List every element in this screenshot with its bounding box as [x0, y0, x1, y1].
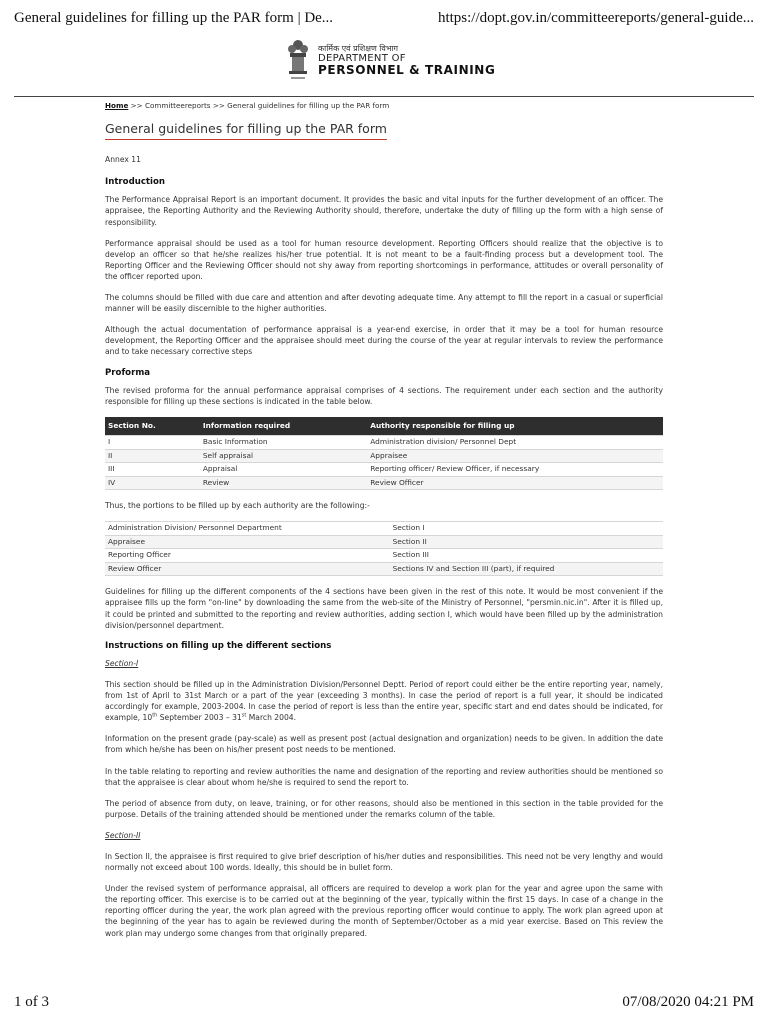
- table-row: [105, 522, 663, 536]
- print-datetime: 07/08/2020 04:21 PM: [622, 994, 754, 1010]
- table-cell: Appraisee: [105, 535, 390, 549]
- table-cell: Section I: [390, 522, 663, 536]
- text-span: September 2003 – 31: [157, 713, 242, 723]
- proforma-paragraph-3: Guidelines for filling up the different components of the 4 sections have been given in the rest of this note. It would be most convenient if the appraisee fills up the form "on-line" by downloading the same from the web-site of the Ministry of Personnel, "persmin.nic.in". After it is filled up, it could be printed and submitted to the reporting and review authorities, adding section I, which would have been filled up by the administration division/personnel department.: [105, 587, 663, 630]
- department-hindi-name: कार्मिक एवं प्रशिक्षण विभाग: [318, 44, 399, 54]
- table-cell: Appraisal: [200, 463, 367, 477]
- table-cell: Section III: [390, 549, 663, 563]
- instructions-heading: Instructions on filling up the different sections: [105, 640, 332, 651]
- introduction-heading: Introduction: [105, 177, 166, 188]
- breadcrumb-home-link[interactable]: Home: [105, 101, 129, 110]
- site-header: [286, 38, 495, 84]
- section-1-label: Section-I: [105, 658, 139, 668]
- department-logo-text[interactable]: [318, 45, 495, 76]
- table-cell: IV: [105, 476, 200, 490]
- text-span: This section should be filled up in the Administration Division/Personnel Deptt. Period of report could either be the entire reporting year, namely, from 1st of April to 31st March or a part of the year (exceeding 3 months). In case the period of report is a full year, it should be indicated accordingly for example, 2003-2004. In case the period of report is less than the entire year, specific start and end dates should be indicated, for example, 10: [105, 679, 663, 723]
- department-label: DEPARTMENT OF: [318, 52, 406, 64]
- print-page-title: General guidelines for filling up the PAR form | De...: [14, 10, 334, 26]
- table-cell: Review Officer: [367, 476, 663, 490]
- table-cell: Sections IV and Section III (part), if required: [390, 562, 663, 576]
- section-2-paragraph-1: In Section II, the appraisee is first required to give brief description of his/her duties and responsibilities. This need not be very lengthy and would normally not exceed about 100 words. Ideally, this should be in bullet form.: [105, 851, 663, 873]
- section-1-paragraph-3: In the table relating to reporting and review authorities the name and designation of the reporting and review authorities should be mentioned so that the appraisee is clear about whom he/she is required to send the report to.: [105, 766, 663, 787]
- table-cell: I: [105, 436, 200, 450]
- section-1-paragraph-2: Information on the present grade (pay-scale) as well as present post (actual designation and organization) needs to be given. In addition the date from which he/she has been on his/her present post needs to be mentioned.: [105, 734, 663, 755]
- main-content: [105, 100, 663, 949]
- table-header-cell: Authority responsible for filling up: [367, 417, 663, 436]
- print-url: https://dopt.gov.in/committeereports/general-guide...: [437, 10, 754, 26]
- table-cell: Administration division/ Personnel Dept: [367, 436, 663, 450]
- proforma-paragraph-1: The revised proforma for the annual performance appraisal comprises of 4 sections. The requirement under each section and the authority responsible for filling up these sections is indicated in the table below.: [105, 385, 663, 406]
- table-header-cell: Information required: [200, 417, 367, 436]
- intro-paragraph-3: The columns should be filled with due care and attention and after devoting adequate time. Any attempt to fill the report in a casual or superficial manner will be easily discernible to the higher authorities.: [105, 293, 663, 314]
- breadcrumb-trail: >> Committeereports >> General guidelines for filling up the PAR form: [128, 101, 390, 110]
- national-emblem-icon: [286, 38, 310, 84]
- section-1-paragraph-4: The period of absence from duty, on leave, training, or for other reasons, should also be mentioned in this section in the table provided for the purpose. Details of the training attended should be mentioned under the remarks column of the table.: [105, 798, 663, 819]
- table-cell: Reporting Officer: [105, 549, 390, 563]
- print-header: [14, 10, 754, 32]
- section-2-label: Section-II: [105, 830, 141, 840]
- table-header-cell: Section No.: [105, 417, 200, 436]
- text-span: March 2004.: [246, 713, 297, 723]
- table-row: [105, 562, 663, 576]
- department-name: PERSONNEL & TRAINING: [318, 63, 496, 78]
- table-cell: Section II: [390, 535, 663, 549]
- breadcrumb: [105, 100, 663, 111]
- table-cell: III: [105, 463, 200, 477]
- table-row: [105, 449, 663, 463]
- table-cell: Self appraisal: [200, 449, 367, 463]
- superscript: th: [152, 712, 158, 719]
- table-header-row: [105, 417, 663, 436]
- table-cell: Reporting officer/ Review Officer, if necessary: [367, 463, 663, 477]
- superscript: st: [241, 712, 247, 719]
- proforma-heading: Proforma: [105, 367, 151, 378]
- intro-paragraph-2: Performance appraisal should be used as a tool for human resource development. Reporting Officers should realize that the objective is to develop an officer so that he/she realizes his/her true potential. It is not meant to be a fault-finding process but a development tool. The Reporting Officer and the Reviewing Officer should not shy away from reporting shortcomings in performance, attitudes or overall personality of the officer reported upon.: [105, 238, 663, 281]
- proforma-paragraph-2: Thus, the portions to be filled up by each authority are the following:-: [105, 501, 370, 511]
- table-cell: Review: [200, 476, 367, 490]
- intro-paragraph-1: The Performance Appraisal Report is an important document. It provides the basic and vital inputs for the further development of an officer. The appraisee, the Reporting Authority and the Reviewing Authority should, therefore, undertake the duty of filling up the form with a high sense of responsibility.: [105, 195, 663, 227]
- table-cell: Appraisee: [367, 449, 663, 463]
- authority-table: [105, 521, 663, 576]
- print-footer: [14, 994, 754, 1011]
- table-row: [105, 549, 663, 563]
- table-cell: Basic Information: [200, 436, 367, 450]
- table-cell: Review Officer: [105, 562, 390, 576]
- table-row: [105, 463, 663, 477]
- intro-paragraph-4: Although the actual documentation of performance appraisal is a year-end exercise, in order that it may be a tool for human resource development, the Reporting Officer and the appraisee should meet during the course of the year at regular intervals to review the performance and to take necessary corrective steps: [105, 325, 663, 357]
- table-row: [105, 436, 663, 450]
- table-row: [105, 535, 663, 549]
- table-cell: Administration Division/ Personnel Department: [105, 522, 390, 536]
- page-number: 1 of 3: [14, 994, 49, 1010]
- section-1-paragraph-1: [105, 679, 663, 723]
- table-row: [105, 476, 663, 490]
- section-2-paragraph-2: Under the revised system of performance appraisal, all officers are required to develop a work plan for the year and agree upon the same with the reporting officer. This exercise is to be carried out at the beginning of the year, typically within the first 15 days. In case of a change in the reporting officer during the year, the work plan agreed with the previous reporting officer would continue to apply. The work plan agreed upon at the beginning of the year has to again be reviewed during the month of September/October as a mid year exercise. Based on This review the work plan may undergo some changes from that originally prepared.: [105, 884, 663, 938]
- table-cell: II: [105, 449, 200, 463]
- sections-table: [105, 417, 663, 491]
- annex-label: Annex 11: [105, 155, 141, 165]
- header-divider: [14, 96, 754, 97]
- page-title: General guidelines for filling up the PAR form: [105, 123, 387, 140]
